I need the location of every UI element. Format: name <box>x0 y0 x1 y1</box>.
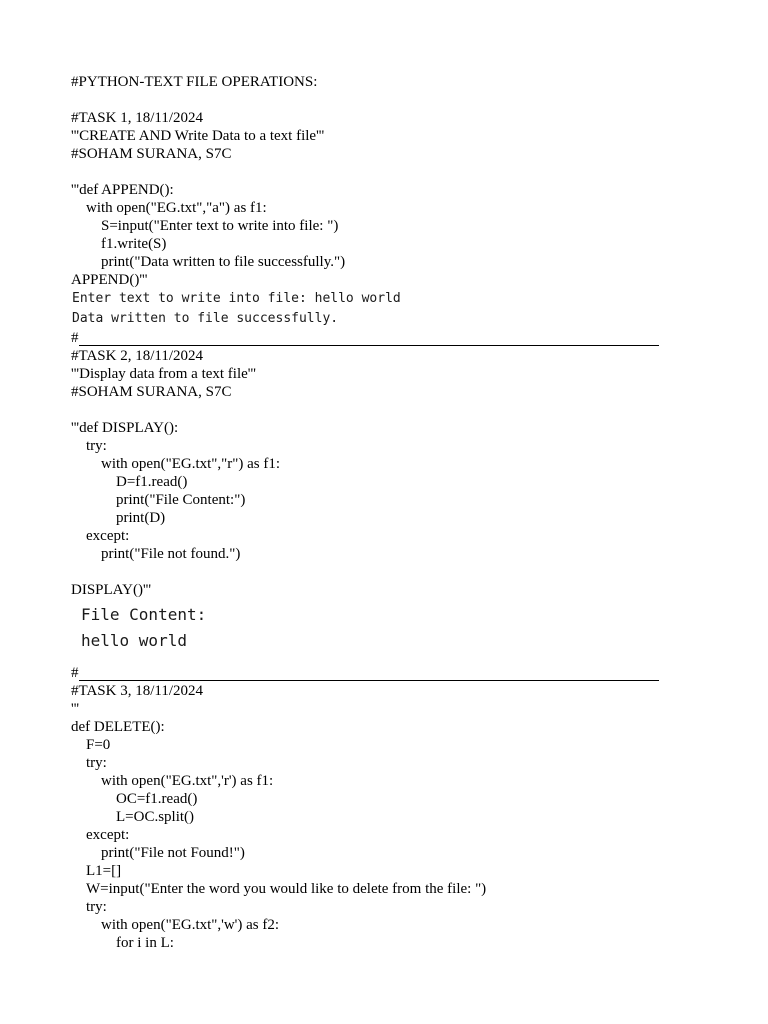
code-line: with open("EG.txt","a") as f1: <box>86 200 267 216</box>
task1-output-screenshot <box>71 289 671 329</box>
separator-hash: # <box>71 330 79 346</box>
separator-rule <box>79 666 659 681</box>
blank-line <box>71 91 671 109</box>
section-separator <box>71 664 671 682</box>
document-body <box>71 73 671 952</box>
task2-title: '''Display data from a text file''' <box>71 366 256 382</box>
code-line: except: <box>86 827 130 843</box>
code-line: with open("EG.txt",'r') as f1: <box>101 773 274 789</box>
code-line: for i in L: <box>116 935 174 951</box>
code-line: W=input("Enter the word you would like to delete from the file: ") <box>86 881 487 897</box>
code-line: '''def APPEND(): <box>71 182 174 198</box>
code-line: print("File Content:") <box>116 492 246 508</box>
separator-rule <box>79 331 659 346</box>
blank-line <box>71 163 671 181</box>
code-line: APPEND()''' <box>71 272 148 288</box>
code-line: DISPLAY()''' <box>71 582 152 598</box>
output-line: Data written to file successfully. <box>72 311 339 326</box>
task1-title: '''CREATE AND Write Data to a text file''' <box>71 128 325 144</box>
document-heading: #PYTHON-TEXT FILE OPERATIONS: <box>71 74 318 90</box>
code-line: OC=f1.read() <box>116 791 198 807</box>
separator-hash: # <box>71 665 79 681</box>
code-line: except: <box>86 528 130 544</box>
code-line: def DELETE(): <box>71 719 165 735</box>
code-line: '''def DISPLAY(): <box>71 420 179 436</box>
code-line: F=0 <box>86 737 111 753</box>
code-line: with open("EG.txt",'w') as f2: <box>101 917 280 933</box>
code-line: try: <box>86 899 107 915</box>
code-line: S=input("Enter text to write into file: ") <box>101 218 339 234</box>
code-line: f1.write(S) <box>101 236 167 252</box>
code-line: print("File not Found!") <box>101 845 245 861</box>
section-separator <box>71 329 671 347</box>
code-line: with open("EG.txt","r") as f1: <box>101 456 281 472</box>
code-line: print("File not found.") <box>101 546 241 562</box>
task3-open-quote: ''' <box>71 701 80 717</box>
task2-header: #TASK 2, 18/11/2024 <box>71 348 203 364</box>
code-line: try: <box>86 755 107 771</box>
blank-line <box>71 401 671 419</box>
code-line: try: <box>86 438 107 454</box>
task2-author: #SOHAM SURANA, S7C <box>71 384 232 400</box>
task1-header: #TASK 1, 18/11/2024 <box>71 110 203 126</box>
code-line: L1=[] <box>86 863 122 879</box>
task1-author: #SOHAM SURANA, S7C <box>71 146 232 162</box>
code-line: L=OC.split() <box>116 809 195 825</box>
output-line: hello world <box>81 631 187 650</box>
task3-header: #TASK 3, 18/11/2024 <box>71 683 203 699</box>
code-line: print("Data written to file successfully.") <box>101 254 346 270</box>
task2-output-screenshot <box>71 599 671 664</box>
output-line: File Content: <box>81 605 207 624</box>
code-line: print(D) <box>116 510 166 526</box>
code-line: D=f1.read() <box>116 474 188 490</box>
output-line: Enter text to write into file: hello world <box>72 291 401 306</box>
blank-line <box>71 563 671 581</box>
